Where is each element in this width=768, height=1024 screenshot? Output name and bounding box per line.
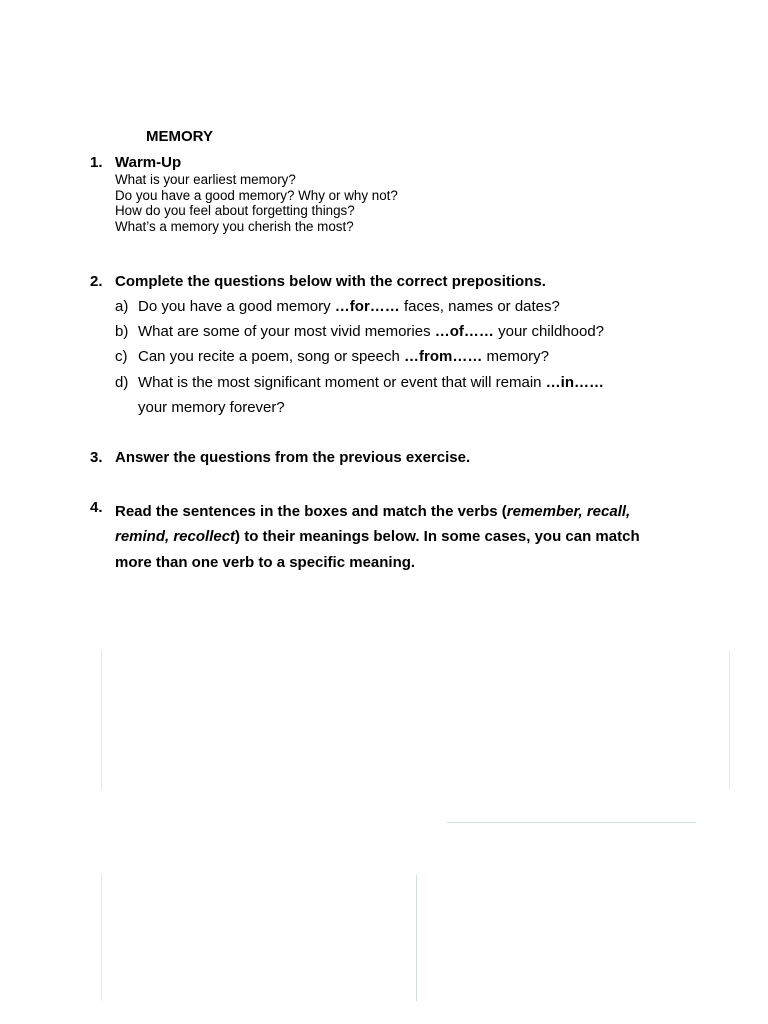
section3-heading: Answer the questions from the previous exercise. xyxy=(115,449,471,466)
exercise-item-b xyxy=(138,323,604,340)
preposition-answer: …in…… xyxy=(545,374,605,391)
section1-heading: Warm-Up xyxy=(115,154,182,171)
exercise-item-a xyxy=(138,298,560,315)
warmup-question: What is your earliest memory? xyxy=(115,172,296,187)
item-text: faces, names or dates? xyxy=(399,298,560,315)
section4-instructions xyxy=(115,499,675,575)
box-divider xyxy=(447,822,696,823)
warmup-questions xyxy=(115,172,398,234)
exercise-item-c xyxy=(138,348,549,365)
warmup-question: How do you feel about forgetting things? xyxy=(115,203,355,218)
box-border-middle-lower xyxy=(416,875,417,1001)
section3-number: 3. xyxy=(90,449,103,466)
page-title: MEMORY xyxy=(146,128,213,145)
instruction-text: ) to their meanings below. In some cases, you can match more than one verb to a specific meaning. xyxy=(115,528,640,571)
section2-number: 2. xyxy=(90,273,103,290)
section4-number: 4. xyxy=(90,499,103,516)
item-text: What is the most significant moment or event that will remain xyxy=(138,374,546,391)
verb-list: remember, recall, remind, recollect xyxy=(115,503,631,546)
exercise-item-c-letter: c) xyxy=(115,348,128,365)
preposition-answer: …from…… xyxy=(404,348,483,365)
item-text: Do you have a good memory xyxy=(138,298,335,315)
instruction-text: Read the sentences in the boxes and match the verbs ( xyxy=(115,503,507,520)
exercise-item-d-letter: d) xyxy=(115,374,129,391)
item-text: your childhood? xyxy=(493,323,605,340)
exercise-item-d xyxy=(138,374,604,391)
box-border-left xyxy=(101,651,102,789)
exercise-item-a-letter: a) xyxy=(115,298,129,315)
box-border-right xyxy=(729,651,730,789)
section2-heading: Complete the questions below with the correct prepositions. xyxy=(115,273,546,290)
box-border-left-lower xyxy=(101,875,102,1001)
exercise-item-b-letter: b) xyxy=(115,323,129,340)
preposition-answer: …for…… xyxy=(334,298,400,315)
warmup-question: Do you have a good memory? Why or why not? xyxy=(115,187,398,203)
item-text: Can you recite a poem, song or speech xyxy=(138,348,404,365)
section1-number: 1. xyxy=(90,154,103,171)
preposition-answer: …of…… xyxy=(434,323,494,340)
exercise-item-d-continuation: your memory forever? xyxy=(138,399,285,416)
item-text: memory? xyxy=(482,348,550,365)
item-text: What are some of your most vivid memories xyxy=(138,323,435,340)
warmup-question: What’s a memory you cherish the most? xyxy=(115,218,354,234)
